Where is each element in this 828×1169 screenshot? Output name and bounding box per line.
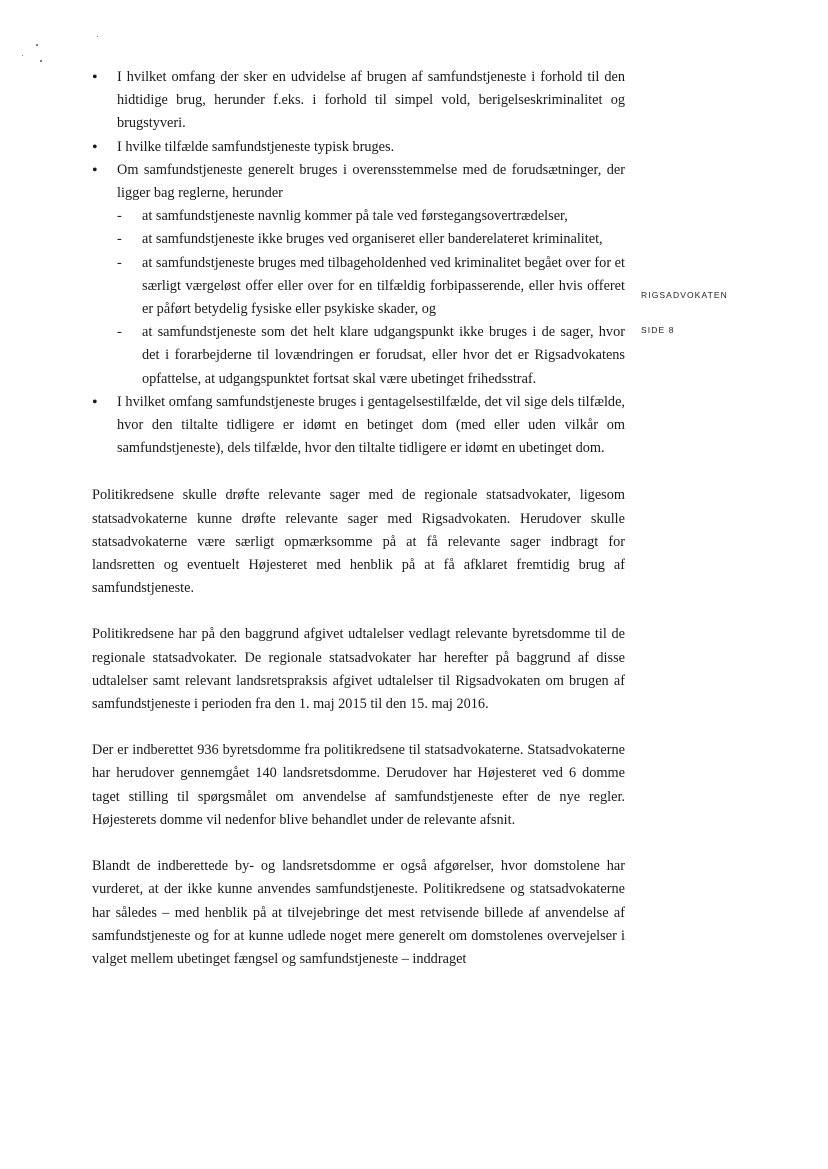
sub-item: - at samfundstjeneste bruges med tilbageholdenhed ved kriminalitet begået over for et særligt værgeløst offer eller over for en tilfældig forbipasserende, eller hvis offeret er påført betydelig fysiske eller psykiske skader, og bbox=[117, 252, 625, 322]
page-number: SIDE 8 bbox=[641, 325, 675, 335]
page-sidebar bbox=[641, 289, 728, 336]
bullet-text: I hvilket omfang der sker en udvidelse af brugen af samfundstjeneste i forhold til den hidtidige brug, herunder f.eks. i forhold til simpel vold, berigelseskriminalitet og brugstyveri. bbox=[117, 69, 625, 132]
sub-item: - at samfundstjeneste som det helt klare udgangspunkt ikke bruges i de sager, hvor det i forarbejderne til lovændringen er forudsat, eller hvor det er Rigsadvokatens opfattelse, at udgangspunktet fortsat skal være ubetinget frihedsstraf. bbox=[117, 321, 625, 391]
scan-speck bbox=[97, 36, 98, 37]
body-paragraph: Politikredsene skulle drøfte relevante sager med de regionale statsadvokater, ligesom statsadvokaterne kunne drøfte relevante sager med Rigsadvokaten. Herudover skulle statsadvokaterne være særligt opmærksomme på at få relevante sager indbragt for landsretten og eventuelt Højesteret med henblik på at få afklaret fremtidig brug af samfundstjeneste. bbox=[92, 487, 625, 597]
bullet-item bbox=[92, 136, 625, 159]
sub-item: - at samfundstjeneste navnlig kommer på tale ved førstegangsovertrædelser, bbox=[117, 205, 625, 228]
body-paragraph: Der er indberettet 936 byretsdomme fra politikredsene til statsadvokaterne. Statsadvokaterne har herudover gennemgået 140 landsretsdomme. Derudover har Højesteret ved 6 domme taget stilling til spørgsmålet om anvendelse af samfundstjeneste efter de nye regler. Højesterets domme vil nedenfor blive behandlet under de relevante afsnit. bbox=[92, 742, 625, 828]
bullet-list bbox=[92, 66, 625, 460]
scan-speck bbox=[40, 60, 42, 62]
scan-speck bbox=[22, 55, 23, 56]
bullet-item bbox=[92, 66, 625, 136]
scan-speck bbox=[36, 44, 38, 46]
body-paragraph: Blandt de indberettede by- og landsretsdomme er også afgørelser, hvor domstolene har vurderet, at der ikke kunne anvendes samfundstjeneste. Politikredsene og statsadvokaterne har således – med henblik på at tilvejebringe det mest retvisende billede af anvendelse af samfundstjeneste og for at kunne udlede noget mere generelt om domstolenes overvejelser i valget mellem ubetinget fængsel og samfundstjeneste – inddraget bbox=[92, 858, 625, 967]
organization-label: RIGSADVOKATEN bbox=[641, 290, 728, 300]
bullet-item bbox=[92, 159, 625, 391]
document-body bbox=[92, 66, 625, 971]
bullet-text: I hvilket omfang samfundstjeneste bruges i gentagelsestilfælde, det vil sige dels tilfælde, hvor den tiltalte tidligere er idømt en betinget dom (med eller uden vilkår om samfundstjeneste), dels tilfælde, hvor den tiltalte tidligere er idømt en ubetinget dom. bbox=[117, 393, 625, 457]
bullet-text: Om samfundstjeneste generelt bruges i overensstemmelse med de forudsætninger, der ligger bag reglerne, herunder bbox=[117, 161, 625, 202]
bullet-text: I hvilke tilfælde samfundstjeneste typisk bruges. bbox=[117, 138, 395, 155]
sub-list bbox=[117, 205, 625, 391]
body-paragraph: Politikredsene har på den baggrund afgivet udtalelser vedlagt relevante byretsdomme til de regionale statsadvokater. De regionale statsadvokater har herefter på baggrund af disse udtalelser samt relevant landsretspraksis afgivet udtalelser til Rigsadvokaten om brugen af samfundstjeneste i perioden fra den 1. maj 2015 til den 15. maj 2016. bbox=[92, 626, 625, 713]
bullet-item bbox=[92, 391, 625, 461]
sub-item: - at samfundstjeneste ikke bruges ved organiseret eller banderelateret kriminalitet, bbox=[117, 228, 625, 251]
